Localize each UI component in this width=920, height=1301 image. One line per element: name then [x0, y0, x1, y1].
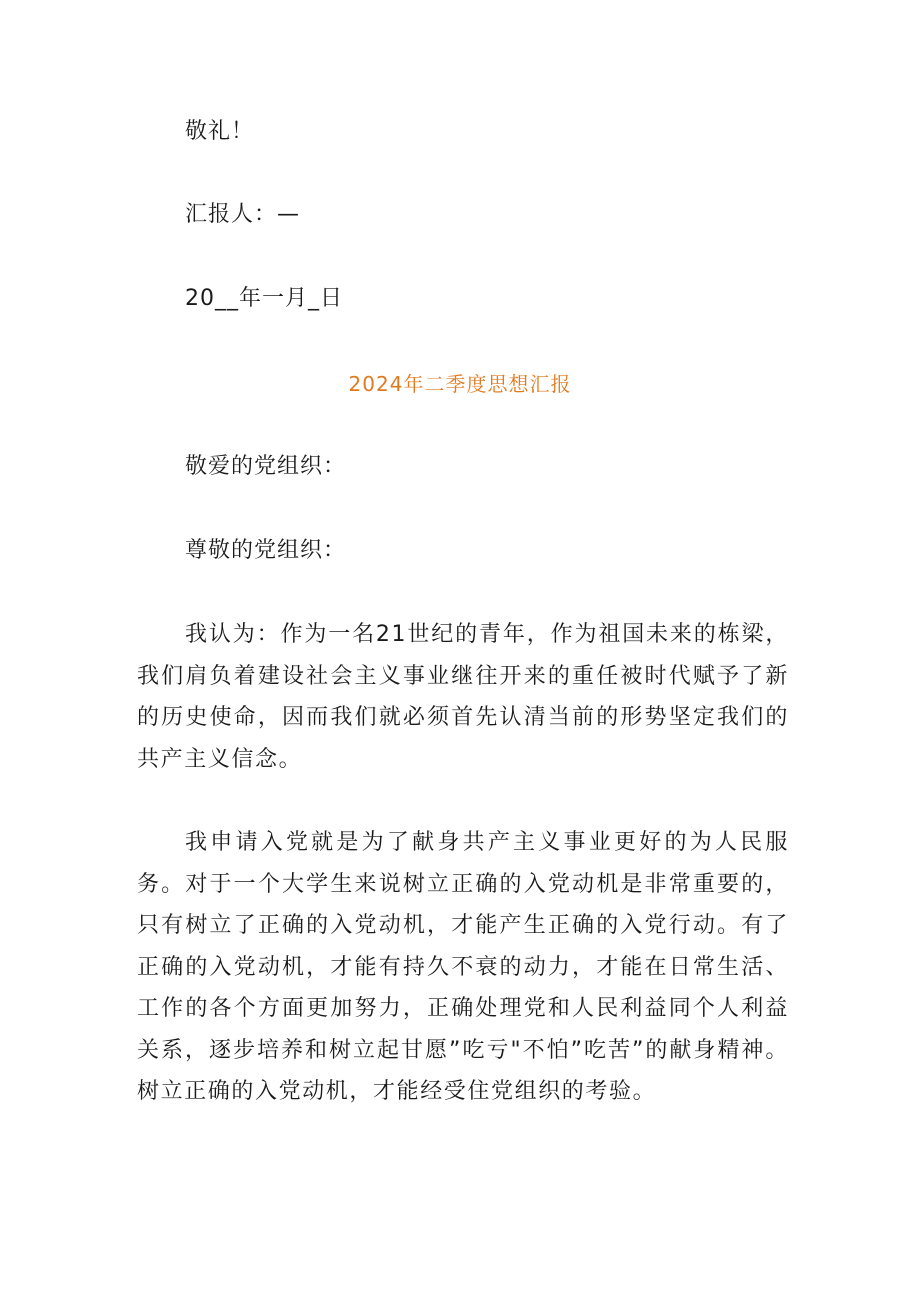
- reporter-line: 汇报人：—: [185, 202, 301, 227]
- date-line: 20__年一月_日: [185, 286, 343, 311]
- report-title: 2024年二季度思想汇报: [348, 372, 572, 396]
- greeting-1: 敬爱的党组织：: [185, 454, 347, 479]
- closing-salute: 敬礼！: [185, 119, 255, 144]
- greeting-2: 尊敬的党组织：: [185, 538, 347, 563]
- paragraph-1: 我认为：作为一名21世纪的青年，作为祖国未来的栋梁，我们肩负着建设社会主义事业继往开来的重任被时代赋予了新的历史使命，因而我们就必须首先认清当前的形势坚定我们的共产主义信念。: [137, 622, 789, 772]
- paragraph-2: 我申请入党就是为了献身共产主义事业更好的为人民服务。对于一个大学生来说树立正确的入党动机是非常重要的，只有树立了正确的入党动机，才能产生正确的入党行动。有了正确的入党动机，才能有持久不衰的动力，才能在日常生活、工作的各个方面更加努力，正确处理党和人民利益同个人利益关系，逐步培养和树立起甘愿”吃亏"不怕”吃苦”的献身精神。树立正确的入党动机，才能经受住党组织的考验。: [137, 830, 789, 1104]
